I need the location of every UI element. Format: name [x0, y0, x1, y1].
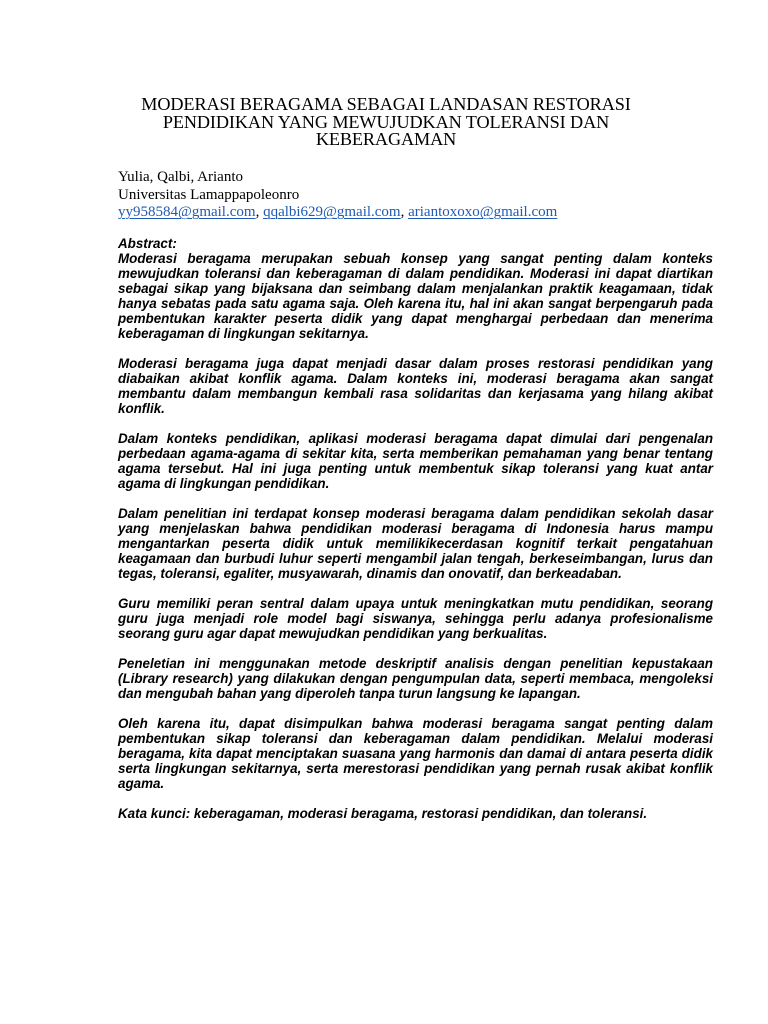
keywords: Kata kunci: keberagaman, moderasi beragama, restorasi pendidikan, dan toleransi. [118, 806, 648, 821]
title-line-2: PENDIDIKAN YANG MEWUJUDKAN TOLERANSI DAN [162, 111, 610, 132]
title-line-1: MODERASI BERAGAMA SEBAGAI LANDASAN RESTORASI [141, 94, 631, 114]
title-line-3: KEBERAGAMAN [315, 129, 457, 149]
paper-title [100, 96, 672, 149]
email-link[interactable]: qqalbi629@gmail.com [263, 204, 401, 220]
author-emails [118, 204, 718, 222]
author-affiliation: Universitas Lamappapoleonro [118, 186, 300, 203]
email-link[interactable]: yy958584@gmail.com [118, 204, 256, 220]
abstract-paragraph: Dalam konteks pendidikan, aplikasi moderasi beragama dapat dimulai dari pengenalan perbedaan agama-agama di sekitar kita, serta memberikan pemahaman yang benar tentang agama tersebut. Hal ini juga penting untuk membentuk sikap toleransi yang kuat antar agama di lingkungan pendidikan. [118, 431, 713, 491]
email-separator: , [400, 204, 409, 220]
abstract-section [118, 236, 713, 836]
abstract-paragraph: Moderasi beragama juga dapat menjadi dasar dalam proses restorasi pendidikan yang diabaikan akibat konflik agama. Dalam konteks ini, moderasi beragama akan sangat membantu dalam membangun kembali rasa solidaritas dan kerjasama yang hilang akibat konflik. [118, 356, 713, 416]
abstract-paragraph: Peneletian ini menggunakan metode deskriptif analisis dengan penelitian kepustakaan (Library research) yang dilakukan dengan pengumpulan data, seperti membaca, mengoleksi dan mengubah bahan yang diperoleh tanpa turun langsung ke lapangan. [118, 656, 713, 701]
email-separator: , [255, 204, 264, 220]
abstract-heading: Abstract: [118, 236, 177, 251]
abstract-paragraph: Oleh karena itu, dapat disimpulkan bahwa moderasi beragama sangat penting dalam pembentukan sikap toleransi dan keberagaman dalam pendidikan. Melalui moderasi beragama, kita dapat menciptakan suasana yang harmonis dan damai di antara peserta didik serta lingkungan sekitarnya, serta merestorasi pendidikan yang pernah rusak akibat konflik agama. [118, 716, 713, 791]
abstract-paragraph: Guru memiliki peran sentral dalam upaya untuk meningkatkan mutu pendidikan, seorang guru juga menjadi role model bagi siswanya, sehingga perlu adanya profesionalisme seorang guru agar dapat mewujudkan pendidikan yang berkualitas. [118, 596, 713, 641]
abstract-paragraph: Moderasi beragama merupakan sebuah konsep yang sangat penting dalam konteks mewujudkan toleransi dan keberagaman di dalam pendidikan. Moderasi ini dapat diartikan sebagai sikap yang bijaksana dan seimbang dalam menjalankan praktik keagamaan, tidak hanya sebatas pada satu agama saja. Oleh karena itu, hal ini akan sangat berpengaruh pada pembentukan karakter peserta didik yang dapat menghargai perbedaan dan menerima keberagaman di lingkungan sekitarnya. [118, 251, 713, 341]
email-link[interactable]: ariantoxoxo@gmail.com [408, 204, 558, 220]
author-block [118, 169, 718, 222]
author-names: Yulia, Qalbi, Arianto [118, 169, 243, 185]
abstract-paragraph: Dalam penelitian ini terdapat konsep moderasi beragama dalam pendidikan sekolah dasar yang menjelaskan bahwa pendidikan moderasi beragama di Indonesia harus mampu mengantarkan peserta didik untuk memilikikecerdasan kognitif terkait pengatahuan keagamaan dan burbudi luhur seperti mengambil jalan tengah, berkeseimbangan, lurus dan tegas, toleransi, egaliter, musyawarah, dinamis dan onovatif, dan berkeadaban. [118, 506, 713, 581]
